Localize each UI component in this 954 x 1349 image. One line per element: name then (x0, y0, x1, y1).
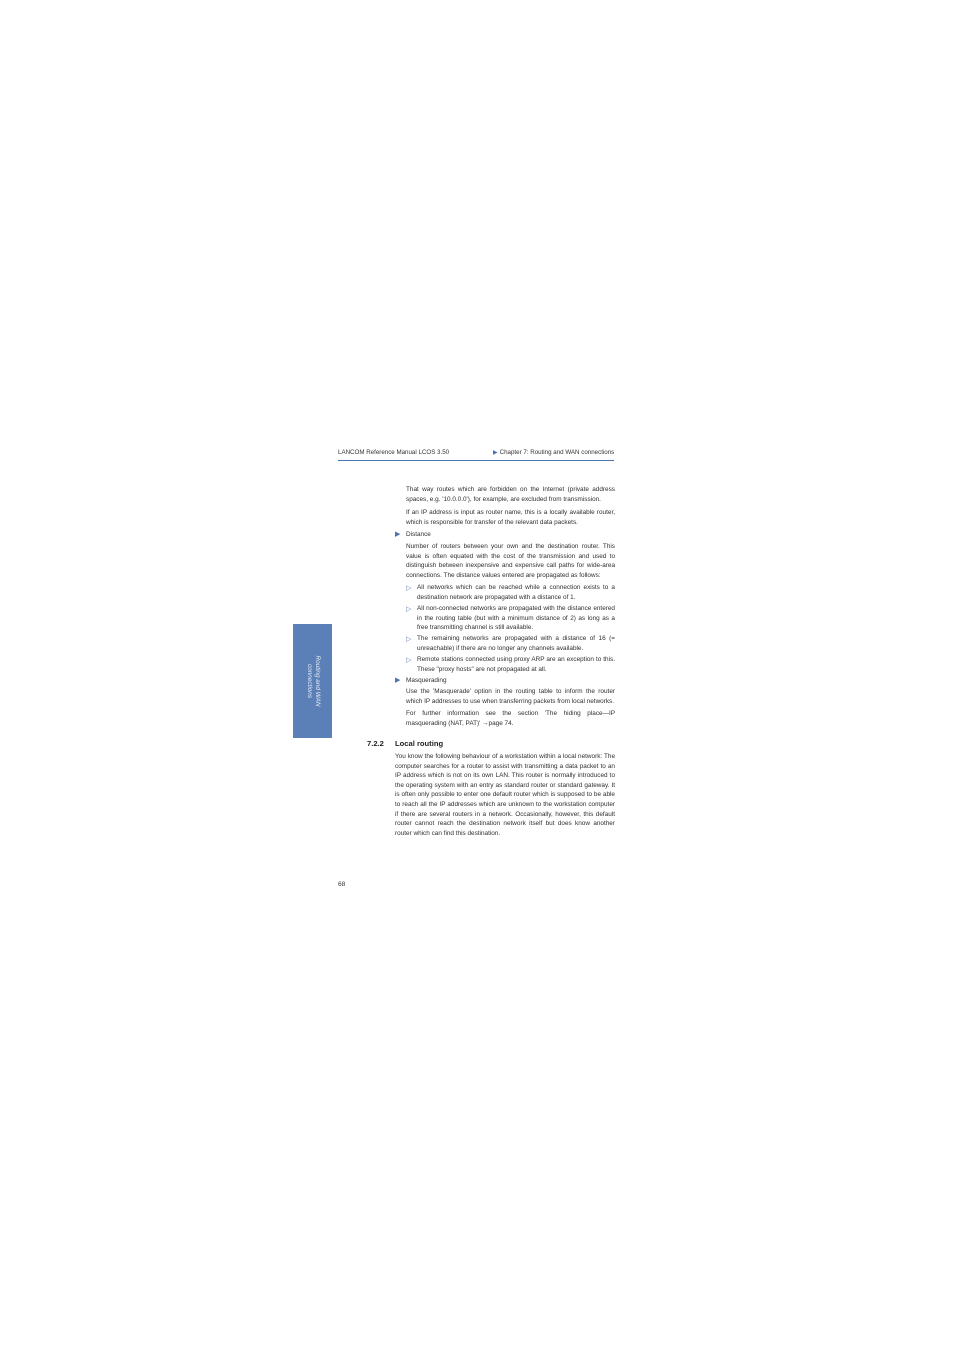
side-tab-label: Routing and WAN connections (305, 655, 321, 707)
paragraph: That way routes which are forbidden on the Internet (private address spaces, e.g. '10.0.0.0'), for example, are excluded from transmission. (406, 486, 615, 503)
open-triangle-icon: ▷ (406, 636, 412, 643)
running-header-right (493, 449, 614, 456)
section-number: 7.2.2 (367, 739, 384, 748)
open-triangle-icon: ▷ (406, 606, 412, 613)
triangle-right-icon: ▶ (493, 450, 498, 456)
running-header-left: LANCOM Reference Manual LCOS 3.50 (338, 449, 450, 456)
section-title: Local routing (395, 739, 444, 748)
page-number: 68 (338, 881, 346, 888)
open-triangle-icon: ▷ (406, 585, 412, 592)
paragraph: You know the following behaviour of a workstation within a local network: The computer searches for a router to assist with transmitting a data packet to an IP address which is not on its own LAN. This router is normally introduced to the operating system with an entry as standard router or standard gateway. It is often only possible to enter one default router which is supposed to be able to reach all the IP addresses which are unknown to the workstation computer if there are several routers in a network. Occasionally, however, this default router cannot reach the destination network itself but does know another router which can find this destination. (395, 753, 615, 837)
paragraph: Use the 'Masquerade' option in the routing table to inform the router which IP addresses to use when transferring packets from local networks. (406, 688, 615, 705)
filled-triangle-icon: ▶ (395, 531, 401, 538)
chapter-side-tab (293, 624, 332, 738)
bullet-label-distance: Distance (406, 531, 431, 538)
list-item: Remote stations connected using proxy ARP are an exception to this. These "proxy hosts" are not propagated at all. (417, 656, 615, 673)
header-rule (338, 460, 614, 461)
filled-triangle-icon: ▶ (395, 677, 401, 684)
paragraph: If an IP address is input as router name, this is a locally available router, which is responsible for transfer of the relevant data packets. (406, 509, 615, 526)
bullet-label-masquerading: Masquerading (406, 677, 447, 684)
open-triangle-icon: ▷ (406, 657, 412, 664)
list-item: The remaining networks are propagated with a distance of 16 (= unreachable) if there are no longer any channels available. (417, 635, 615, 652)
list-item: All networks which can be reached while a connection exists to a destination network are propagated with a distance of 1. (417, 584, 615, 601)
chapter-title: Chapter 7: Routing and WAN connections (499, 449, 615, 456)
cross-reference-paragraph: For further information see the section 'The hiding place—IP masquerading (NAT, PAT)' →page 74. (406, 710, 615, 727)
list-item: All non-connected networks are propagated with the distance entered in the routing table (but with a minimum distance of 2) as long as a free transmitting channel is still available. (417, 605, 615, 632)
paragraph: Number of routers between your own and the destination router. This value is often equated with the cost of the transmission and used to distinguish between inexpensive and expensive call paths for wide-area connections. The distance values entered are propagated as follows: (406, 543, 615, 579)
